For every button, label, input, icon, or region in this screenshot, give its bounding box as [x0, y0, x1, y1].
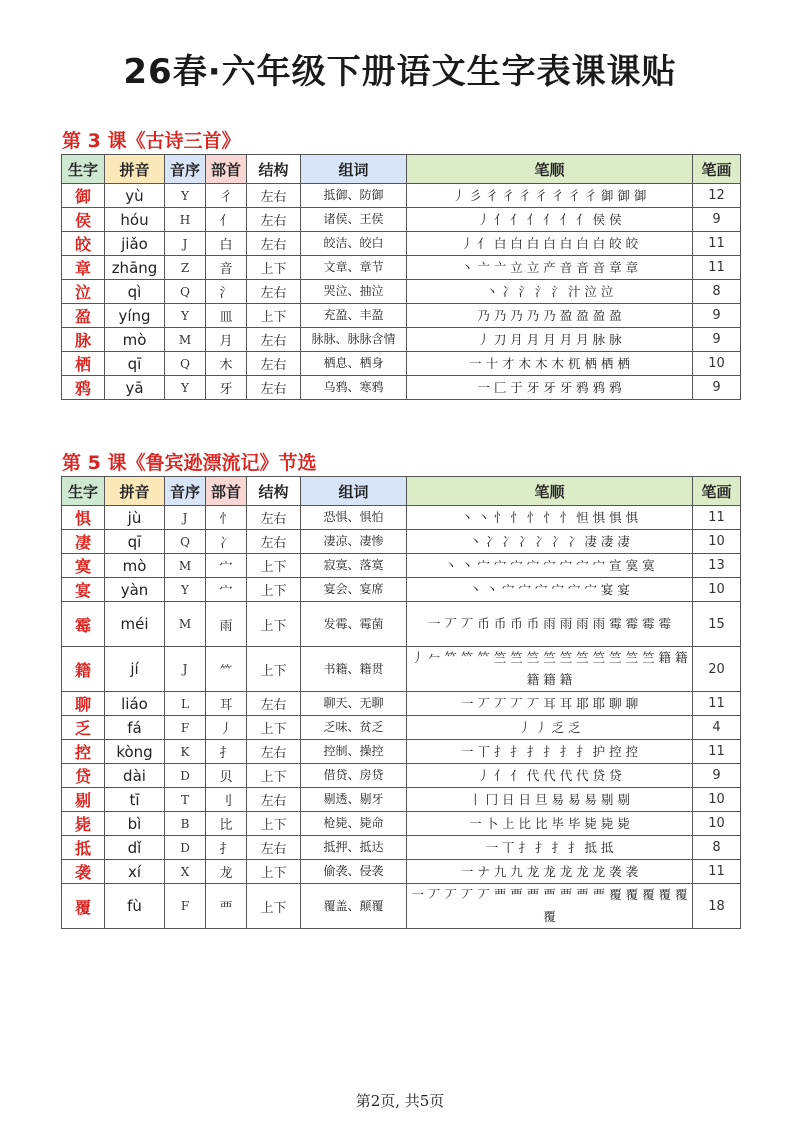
words-cell: 抵御、防御: [301, 184, 407, 208]
header-character: 生字: [62, 155, 105, 184]
structure-cell: 左右: [247, 506, 301, 530]
character-cell: 章: [62, 256, 105, 280]
words-cell: 借贷、房贷: [301, 764, 407, 788]
words-cell: 乌鸦、寒鸦: [301, 376, 407, 400]
pinyin-cell: jí: [105, 647, 165, 692]
table-header-row: [62, 155, 741, 184]
stroke-order-cell: 一 ナ 九 九 龙 龙 龙 龙 龙 袭 袭: [407, 860, 693, 884]
radical-cell: ⺮: [206, 647, 247, 692]
character-cell: 栖: [62, 352, 105, 376]
table-row: [62, 208, 741, 232]
initial-cell: H: [165, 208, 206, 232]
stroke-order-cell: 一 丆 丆 丆 丆 耳 耳 耶 耶 聊 聊: [407, 692, 693, 716]
stroke-order-cell: 乃 乃 乃 乃 乃 盈 盈 盈 盈: [407, 304, 693, 328]
stroke-order-cell: 丿 亻 白 白 白 白 白 白 白 皎 皎: [407, 232, 693, 256]
table-row: [62, 836, 741, 860]
table-row: [62, 530, 741, 554]
radical-cell: 扌: [206, 740, 247, 764]
initial-cell: K: [165, 740, 206, 764]
page-footer: 第2页, 共5页: [355, 1092, 445, 1110]
words-cell: 诸侯、王侯: [301, 208, 407, 232]
character-cell: 控: [62, 740, 105, 764]
header-words: 组词: [301, 477, 407, 506]
stroke-order-cell: 一 丆 丆 币 币 币 币 雨 雨 雨 雨 霉 霉 霉 霉: [407, 602, 693, 647]
stroke-count-cell: 11: [693, 692, 741, 716]
stroke-count-cell: 12: [693, 184, 741, 208]
radical-cell: 氵: [206, 280, 247, 304]
words-cell: 哭泣、抽泣: [301, 280, 407, 304]
stroke-count-cell: 20: [693, 647, 741, 692]
stroke-count-cell: 9: [693, 764, 741, 788]
stroke-count-cell: 9: [693, 376, 741, 400]
words-cell: 文章、章节: [301, 256, 407, 280]
structure-cell: 左右: [247, 530, 301, 554]
stroke-order-cell: 一 匚 于 牙 牙 牙 鸦 鸦 鸦: [407, 376, 693, 400]
stroke-order-cell: 一 丆 丆 丆 丆 覀 覀 覀 覀 覀 覀 覀 覆 覆 覆 覆 覆 覆: [407, 884, 693, 929]
pinyin-cell: kòng: [105, 740, 165, 764]
character-cell: 覆: [62, 884, 105, 929]
character-table-lesson-5: [61, 476, 741, 929]
character-table-lesson-3: [61, 154, 741, 400]
stroke-count-cell: 11: [693, 860, 741, 884]
stroke-count-cell: 11: [693, 256, 741, 280]
section-heading-lesson-3: 第 3 课《古诗三首》: [62, 130, 241, 152]
radical-cell: 音: [206, 256, 247, 280]
stroke-count-cell: 8: [693, 280, 741, 304]
initial-cell: J: [165, 647, 206, 692]
words-cell: 枪毙、毙命: [301, 812, 407, 836]
header-pinyin: 拼音: [105, 155, 165, 184]
pinyin-cell: qī: [105, 530, 165, 554]
structure-cell: 左右: [247, 328, 301, 352]
words-cell: 充盈、丰盈: [301, 304, 407, 328]
radical-cell: 宀: [206, 554, 247, 578]
character-cell: 脉: [62, 328, 105, 352]
initial-cell: M: [165, 554, 206, 578]
words-cell: 恐惧、惧怕: [301, 506, 407, 530]
structure-cell: 左右: [247, 692, 301, 716]
header-stroke-count: 笔画: [693, 155, 741, 184]
table-row: [62, 812, 741, 836]
stroke-count-cell: 9: [693, 304, 741, 328]
initial-cell: D: [165, 764, 206, 788]
words-cell: 皎洁、皎白: [301, 232, 407, 256]
header-initial: 音序: [165, 477, 206, 506]
structure-cell: 左右: [247, 836, 301, 860]
stroke-order-cell: 丶 冫 冫 冫 冫 冫 冫 凄 凄 凄: [407, 530, 693, 554]
stroke-order-cell: 丶 丶 宀 宀 宀 宀 宀 宀 宴 宴: [407, 578, 693, 602]
radical-cell: 忄: [206, 506, 247, 530]
table-row: [62, 764, 741, 788]
header-stroke-order: 笔顺: [407, 155, 693, 184]
words-cell: 聊天、无聊: [301, 692, 407, 716]
pinyin-cell: yā: [105, 376, 165, 400]
stroke-count-cell: 11: [693, 232, 741, 256]
stroke-order-cell: 丿 刀 月 月 月 月 月 脉 脉: [407, 328, 693, 352]
initial-cell: Y: [165, 184, 206, 208]
stroke-count-cell: 8: [693, 836, 741, 860]
radical-cell: 龙: [206, 860, 247, 884]
structure-cell: 上下: [247, 578, 301, 602]
table-row: [62, 554, 741, 578]
stroke-order-cell: 丶 冫 氵 氵 氵 汁 泣 泣: [407, 280, 693, 304]
stroke-order-cell: 丶 丶 忄 忄 忄 忄 忄 怛 惧 惧 惧: [407, 506, 693, 530]
stroke-order-cell: 丿 彡 彳 彳 彳 彳 彳 彳 彳 御 御 御: [407, 184, 693, 208]
pinyin-cell: mò: [105, 554, 165, 578]
stroke-count-cell: 10: [693, 788, 741, 812]
table-row: [62, 578, 741, 602]
pinyin-cell: yíng: [105, 304, 165, 328]
structure-cell: 上下: [247, 884, 301, 929]
radical-cell: 牙: [206, 376, 247, 400]
words-cell: 发霉、霉菌: [301, 602, 407, 647]
words-cell: 栖息、栖身: [301, 352, 407, 376]
words-cell: 乏味、贫乏: [301, 716, 407, 740]
radical-cell: 宀: [206, 578, 247, 602]
structure-cell: 左右: [247, 280, 301, 304]
pinyin-cell: dǐ: [105, 836, 165, 860]
table-row: [62, 860, 741, 884]
pinyin-cell: bì: [105, 812, 165, 836]
radical-cell: 丿: [206, 716, 247, 740]
radical-cell: 白: [206, 232, 247, 256]
structure-cell: 上下: [247, 602, 301, 647]
pinyin-cell: liáo: [105, 692, 165, 716]
pinyin-cell: tī: [105, 788, 165, 812]
stroke-count-cell: 9: [693, 208, 741, 232]
initial-cell: Q: [165, 352, 206, 376]
words-cell: 抵押、抵达: [301, 836, 407, 860]
page-title: 26春·六年级下册语文生字表课课贴: [123, 52, 677, 92]
initial-cell: F: [165, 884, 206, 929]
structure-cell: 左右: [247, 376, 301, 400]
character-cell: 聊: [62, 692, 105, 716]
words-cell: 宴会、宴席: [301, 578, 407, 602]
stroke-order-cell: 丿 𠂉 𥫗 𥫗 𥫗 竺 竺 竺 竺 竺 竺 竺 竺 竺 竺 籍 籍 籍 籍 籍: [407, 647, 693, 692]
stroke-count-cell: 18: [693, 884, 741, 929]
stroke-count-cell: 10: [693, 530, 741, 554]
table-row: [62, 788, 741, 812]
character-cell: 凄: [62, 530, 105, 554]
structure-cell: 左右: [247, 788, 301, 812]
structure-cell: 上下: [247, 860, 301, 884]
stroke-count-cell: 9: [693, 328, 741, 352]
structure-cell: 左右: [247, 352, 301, 376]
header-stroke-count: 笔画: [693, 477, 741, 506]
stroke-order-cell: 一 十 才 木 木 木 杌 栖 栖 栖: [407, 352, 693, 376]
radical-cell: 雨: [206, 602, 247, 647]
initial-cell: F: [165, 716, 206, 740]
initial-cell: D: [165, 836, 206, 860]
initial-cell: Q: [165, 280, 206, 304]
words-cell: 书籍、籍贯: [301, 647, 407, 692]
header-radical: 部首: [206, 155, 247, 184]
section-heading-lesson-5: 第 5 课《鲁宾逊漂流记》节选: [62, 452, 317, 474]
words-cell: 剔透、剔牙: [301, 788, 407, 812]
stroke-count-cell: 15: [693, 602, 741, 647]
table-row: [62, 352, 741, 376]
structure-cell: 上下: [247, 304, 301, 328]
header-character: 生字: [62, 477, 105, 506]
initial-cell: X: [165, 860, 206, 884]
character-cell: 惧: [62, 506, 105, 530]
table-row: [62, 884, 741, 929]
pinyin-cell: mò: [105, 328, 165, 352]
pinyin-cell: hóu: [105, 208, 165, 232]
radical-cell: 扌: [206, 836, 247, 860]
character-cell: 寞: [62, 554, 105, 578]
pinyin-cell: dài: [105, 764, 165, 788]
words-cell: 凄凉、凄惨: [301, 530, 407, 554]
structure-cell: 左右: [247, 740, 301, 764]
initial-cell: Z: [165, 256, 206, 280]
radical-cell: 木: [206, 352, 247, 376]
table-row: [62, 740, 741, 764]
table-row: [62, 506, 741, 530]
table-row: [62, 184, 741, 208]
character-cell: 毙: [62, 812, 105, 836]
structure-cell: 上下: [247, 647, 301, 692]
initial-cell: Y: [165, 304, 206, 328]
stroke-order-cell: 丨 冂 日 日 旦 易 易 易 剔 剔: [407, 788, 693, 812]
table-row: [62, 256, 741, 280]
stroke-count-cell: 10: [693, 578, 741, 602]
character-cell: 籍: [62, 647, 105, 692]
table-header-row: [62, 477, 741, 506]
pinyin-cell: zhāng: [105, 256, 165, 280]
pinyin-cell: qì: [105, 280, 165, 304]
table-row: [62, 232, 741, 256]
pinyin-cell: fù: [105, 884, 165, 929]
character-cell: 贷: [62, 764, 105, 788]
structure-cell: 左右: [247, 208, 301, 232]
structure-cell: 上下: [247, 812, 301, 836]
words-cell: 覆盖、颠覆: [301, 884, 407, 929]
words-cell: 偷袭、侵袭: [301, 860, 407, 884]
structure-cell: 上下: [247, 764, 301, 788]
stroke-order-cell: 一 丅 扌 扌 扌 扌 抵 抵: [407, 836, 693, 860]
initial-cell: T: [165, 788, 206, 812]
pinyin-cell: fá: [105, 716, 165, 740]
initial-cell: M: [165, 328, 206, 352]
radical-cell: 彳: [206, 184, 247, 208]
stroke-order-cell: 一 丅 扌 扌 扌 扌 扌 扌 护 控 控: [407, 740, 693, 764]
initial-cell: J: [165, 506, 206, 530]
header-stroke-order: 笔顺: [407, 477, 693, 506]
pinyin-cell: xí: [105, 860, 165, 884]
pinyin-cell: yù: [105, 184, 165, 208]
character-cell: 袭: [62, 860, 105, 884]
character-cell: 鸦: [62, 376, 105, 400]
stroke-order-cell: 丿 亻 亻 代 代 代 代 贷 贷: [407, 764, 693, 788]
character-cell: 乏: [62, 716, 105, 740]
initial-cell: L: [165, 692, 206, 716]
pinyin-cell: jiǎo: [105, 232, 165, 256]
structure-cell: 左右: [247, 232, 301, 256]
header-words: 组词: [301, 155, 407, 184]
table-row: [62, 602, 741, 647]
structure-cell: 左右: [247, 184, 301, 208]
stroke-count-cell: 13: [693, 554, 741, 578]
character-cell: 侯: [62, 208, 105, 232]
character-cell: 御: [62, 184, 105, 208]
character-cell: 抵: [62, 836, 105, 860]
pinyin-cell: qī: [105, 352, 165, 376]
words-cell: 脉脉、脉脉含情: [301, 328, 407, 352]
header-initial: 音序: [165, 155, 206, 184]
stroke-count-cell: 11: [693, 506, 741, 530]
character-cell: 宴: [62, 578, 105, 602]
table-row: [62, 716, 741, 740]
character-cell: 皎: [62, 232, 105, 256]
table-row: [62, 280, 741, 304]
initial-cell: M: [165, 602, 206, 647]
radical-cell: 亻: [206, 208, 247, 232]
radical-cell: 刂: [206, 788, 247, 812]
stroke-count-cell: 4: [693, 716, 741, 740]
header-structure: 结构: [247, 477, 301, 506]
stroke-order-cell: 丿 丿 乏 乏: [407, 716, 693, 740]
stroke-order-cell: 丿 亻 亻 亻 亻 亻 亻 侯 侯: [407, 208, 693, 232]
character-cell: 霉: [62, 602, 105, 647]
stroke-order-cell: 一 卜 上 比 比 毕 毕 毙 毙 毙: [407, 812, 693, 836]
header-structure: 结构: [247, 155, 301, 184]
stroke-count-cell: 10: [693, 352, 741, 376]
table-row: [62, 692, 741, 716]
character-cell: 剔: [62, 788, 105, 812]
radical-cell: 贝: [206, 764, 247, 788]
pinyin-cell: méi: [105, 602, 165, 647]
stroke-count-cell: 10: [693, 812, 741, 836]
header-pinyin: 拼音: [105, 477, 165, 506]
stroke-order-cell: 丶 丶 宀 宀 宀 宀 宀 宀 宀 宀 宣 寞 寞: [407, 554, 693, 578]
structure-cell: 上下: [247, 256, 301, 280]
initial-cell: Y: [165, 578, 206, 602]
initial-cell: Y: [165, 376, 206, 400]
radical-cell: 冫: [206, 530, 247, 554]
table-row: [62, 328, 741, 352]
table-row: [62, 647, 741, 692]
radical-cell: 月: [206, 328, 247, 352]
character-cell: 泣: [62, 280, 105, 304]
table-row: [62, 304, 741, 328]
structure-cell: 上下: [247, 716, 301, 740]
radical-cell: 比: [206, 812, 247, 836]
table-row: [62, 376, 741, 400]
radical-cell: 耳: [206, 692, 247, 716]
radical-cell: 覀: [206, 884, 247, 929]
stroke-count-cell: 11: [693, 740, 741, 764]
header-radical: 部首: [206, 477, 247, 506]
pinyin-cell: jù: [105, 506, 165, 530]
initial-cell: Q: [165, 530, 206, 554]
radical-cell: 皿: [206, 304, 247, 328]
structure-cell: 上下: [247, 554, 301, 578]
words-cell: 寂寞、落寞: [301, 554, 407, 578]
words-cell: 控制、操控: [301, 740, 407, 764]
pinyin-cell: yàn: [105, 578, 165, 602]
character-cell: 盈: [62, 304, 105, 328]
initial-cell: J: [165, 232, 206, 256]
initial-cell: B: [165, 812, 206, 836]
stroke-order-cell: 丶 亠 亠 立 立 产 音 音 音 章 章: [407, 256, 693, 280]
